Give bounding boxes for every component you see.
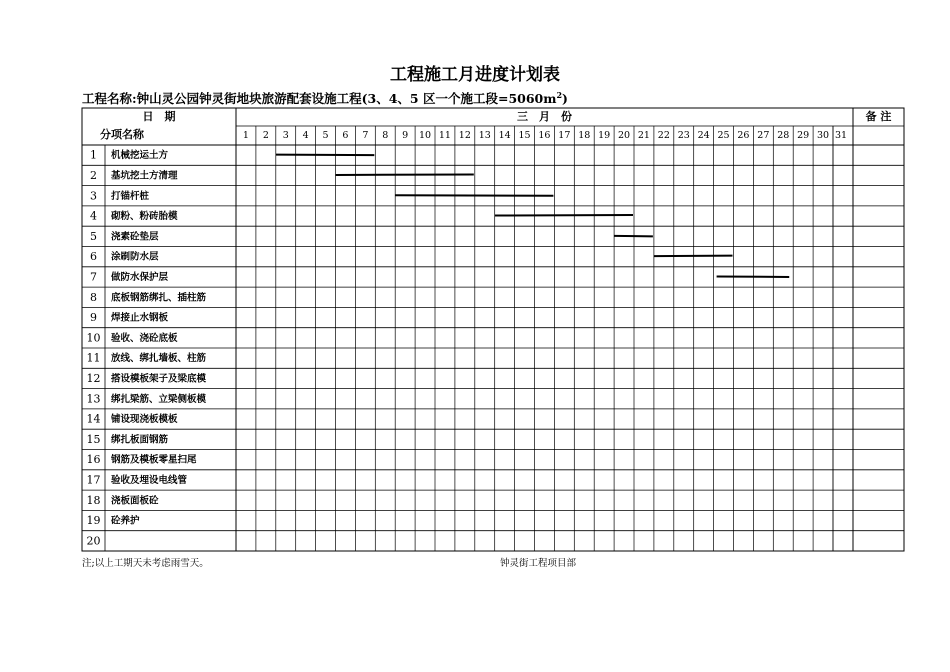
task-name: 验收及埋设电线管 [111, 474, 188, 486]
task-name: 浇素砼垫层 [111, 231, 159, 243]
task-name: 砼养护 [111, 515, 140, 527]
day-number: 2 [262, 130, 269, 141]
day-number: 25 [717, 130, 730, 141]
gantt-bar [276, 155, 375, 156]
gantt-bar [654, 256, 733, 257]
row-number: 12 [86, 371, 101, 385]
task-name: 底板钢筋绑扎、插柱筋 [111, 292, 207, 304]
task-name: 铺设现浇板模板 [111, 414, 178, 426]
row-number: 15 [86, 432, 101, 446]
row-number: 9 [90, 311, 97, 325]
task-name: 做防水保护层 [111, 271, 169, 283]
day-number: 15 [518, 130, 531, 141]
footer-note: 注;以上工期天未考虑雨雪天。 [82, 558, 209, 569]
day-number: 26 [737, 130, 750, 141]
gantt-bar [717, 276, 790, 277]
day-number: 29 [797, 130, 810, 141]
gantt-bar [336, 174, 474, 175]
row-number: 19 [86, 514, 101, 528]
day-number: 3 [282, 130, 289, 141]
row-number: 5 [90, 229, 97, 243]
day-number: 4 [302, 130, 309, 141]
day-number: 11 [438, 130, 451, 141]
day-number: 21 [637, 130, 650, 141]
month-header: 三 月 份 [517, 110, 572, 123]
table-border [82, 108, 904, 551]
day-number: 28 [777, 130, 790, 141]
date-header: 日 期 [142, 110, 176, 123]
row-number: 16 [86, 453, 101, 467]
gantt-bar [395, 195, 553, 196]
item-header: 分项名称 [100, 128, 144, 141]
row-number: 8 [90, 290, 97, 304]
row-number: 7 [90, 270, 97, 284]
day-number: 24 [697, 130, 710, 141]
day-number: 17 [558, 130, 571, 141]
task-name: 基坑挖土方清理 [111, 170, 178, 182]
project-name-text: 工程名称:钟山灵公园钟灵街地块旅游配套设施工程(3、4、5 区一个施工段=5060m [82, 91, 557, 106]
task-name: 绑扎梁筋、立梁侧板模 [111, 393, 207, 405]
gantt-bar [614, 236, 653, 237]
row-number: 13 [86, 392, 101, 406]
task-name: 机械挖运土方 [111, 150, 169, 162]
day-number: 22 [657, 130, 670, 141]
row-number: 3 [90, 189, 97, 203]
row-number: 18 [86, 493, 101, 507]
row-number: 11 [86, 351, 101, 365]
row-number: 10 [86, 331, 101, 345]
task-name: 焊接止水钢板 [111, 312, 169, 324]
day-number: 7 [362, 130, 369, 141]
day-number: 31 [834, 130, 848, 141]
area-unit-superscript: 2 [556, 89, 563, 100]
remark-header: 备 注 [865, 110, 892, 123]
task-name: 浇板面板砼 [111, 495, 159, 507]
day-number: 19 [598, 130, 611, 141]
day-number: 20 [618, 130, 631, 141]
row-number: 17 [86, 473, 101, 487]
day-number: 6 [342, 130, 349, 141]
day-number: 23 [677, 130, 690, 141]
day-number: 30 [817, 130, 830, 141]
task-name: 绑扎板面钢筋 [111, 434, 169, 446]
row-number: 2 [90, 168, 97, 182]
row-number: 20 [86, 534, 101, 548]
day-number: 1 [242, 130, 249, 141]
task-name: 涂刷防水层 [111, 251, 159, 263]
project-name-close: ) [562, 91, 568, 106]
day-number: 10 [419, 130, 432, 141]
day-number: 27 [757, 130, 770, 141]
row-number: 14 [86, 412, 101, 426]
row-number: 4 [90, 209, 97, 223]
day-number: 12 [458, 130, 471, 141]
day-number: 8 [382, 130, 389, 141]
task-name: 验收、浇砼底板 [111, 332, 178, 344]
day-number: 16 [538, 130, 551, 141]
task-name: 钢筋及模板零星扫尾 [111, 454, 197, 466]
task-name: 砌粉、粉砖胎模 [111, 211, 178, 223]
day-number: 18 [578, 130, 591, 141]
task-name: 放线、绑扎墙板、柱筋 [111, 353, 207, 365]
day-number: 5 [322, 130, 329, 141]
day-number: 14 [498, 130, 511, 141]
task-name: 打锚杆桩 [111, 190, 150, 202]
gantt-bar [495, 215, 633, 216]
day-number: 9 [402, 130, 409, 141]
task-name: 搭设模板架子及梁底模 [111, 373, 207, 385]
row-number: 6 [90, 250, 97, 264]
day-number: 13 [478, 130, 491, 141]
footer-department: 钟灵街工程项目部 [500, 558, 577, 569]
page-title: 工程施工月进度计划表 [390, 65, 560, 85]
row-number: 1 [90, 148, 97, 162]
